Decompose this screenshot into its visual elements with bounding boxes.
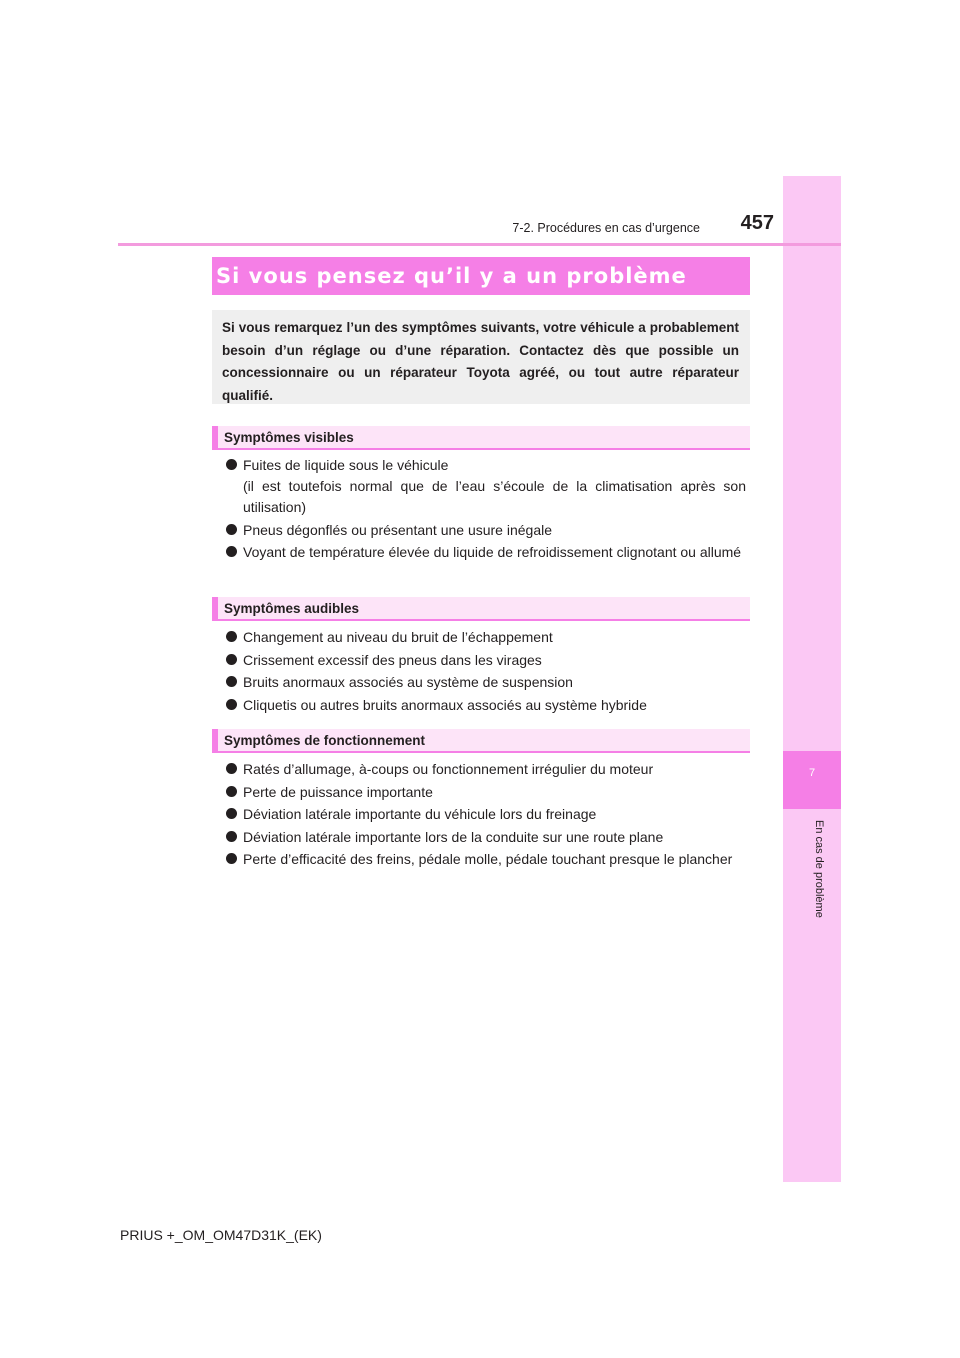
header-divider	[118, 243, 841, 246]
bullet-icon	[226, 853, 237, 864]
list-item-text: Fuites de liquide sous le véhicule	[243, 457, 449, 473]
section-reference: 7-2. Procédures en cas d’urgence	[512, 221, 700, 235]
bullet-icon	[226, 654, 237, 665]
list-item	[226, 650, 746, 671]
list-item	[226, 759, 746, 780]
list-item	[226, 782, 746, 803]
section-heading-visible: Symptômes visibles	[212, 426, 750, 450]
bullet-icon	[226, 763, 237, 774]
list-item-text: Bruits anormaux associés au système de suspension	[243, 674, 573, 690]
bullet-icon	[226, 546, 237, 557]
list-item-note: (il est toutefois normal que de l’eau s’écoule de la climatisation après son utilisation)	[243, 478, 746, 515]
list-item-text: Pneus dégonflés ou présentant une usure inégale	[243, 521, 553, 538]
page-title: Si vous pensez qu’il y a un problème	[212, 257, 750, 295]
document-footer-code: PRIUS +_OM_OM47D31K_(EK)	[120, 1227, 322, 1243]
list-item	[226, 804, 746, 825]
list-audible-symptoms	[226, 627, 746, 717]
list-item	[226, 695, 746, 716]
list-item	[226, 827, 746, 848]
list-operation-symptoms	[226, 759, 746, 872]
list-item	[226, 542, 746, 563]
list-item-text: Déviation latérale importante lors de la conduite sur une route plane	[243, 828, 664, 845]
list-item	[226, 627, 746, 648]
list-item	[226, 672, 746, 693]
list-item	[226, 849, 746, 870]
list-item-text: Changement au niveau du bruit de l’échappement	[243, 629, 553, 645]
list-item-text: Crissement excessif des pneus dans les virages	[243, 651, 542, 668]
list-item-text: Perte de puissance importante	[243, 783, 433, 800]
page-number: 457	[740, 212, 774, 234]
list-item-text: Cliquetis ou autres bruits anormaux associés au système hybride	[243, 696, 647, 713]
list-item-text: Perte d’efficacité des freins, pédale molle, pédale touchant presque le plancher	[243, 851, 733, 867]
list-item-text: Déviation latérale importante du véhicule lors du freinage	[243, 806, 597, 822]
bullet-icon	[226, 524, 237, 535]
list-item-text: Voyant de température élevée du liquide de refroidissement clignotant ou allumé	[243, 544, 742, 560]
list-visible-symptoms	[226, 455, 746, 565]
bullet-icon	[226, 676, 237, 687]
bullet-icon	[226, 786, 237, 797]
bullet-icon	[226, 808, 237, 819]
bullet-icon	[226, 459, 237, 470]
intro-box: Si vous remarquez l’un des symptômes suivants, votre véhicule a probablement besoin d’un réglage ou d’une réparation. Contactez dès que possible un concessionnaire ou un réparateur Toyota agréé, ou tout autre réparateur qualifié.	[212, 310, 750, 404]
chapter-number: 7	[808, 767, 816, 779]
section-heading-operation: Symptômes de fonctionnement	[212, 729, 750, 753]
chapter-side-tab	[783, 176, 841, 1182]
bullet-icon	[226, 631, 237, 642]
section-heading-audible: Symptômes audibles	[212, 597, 750, 621]
bullet-icon	[226, 831, 237, 842]
bullet-icon	[226, 699, 237, 710]
list-item	[226, 455, 746, 518]
chapter-number-tab	[783, 751, 841, 809]
list-item	[226, 520, 746, 541]
list-item-text: Ratés d’allumage, à-coups ou fonctionnement irrégulier du moteur	[243, 761, 654, 777]
chapter-title: En cas de problème	[813, 820, 825, 918]
